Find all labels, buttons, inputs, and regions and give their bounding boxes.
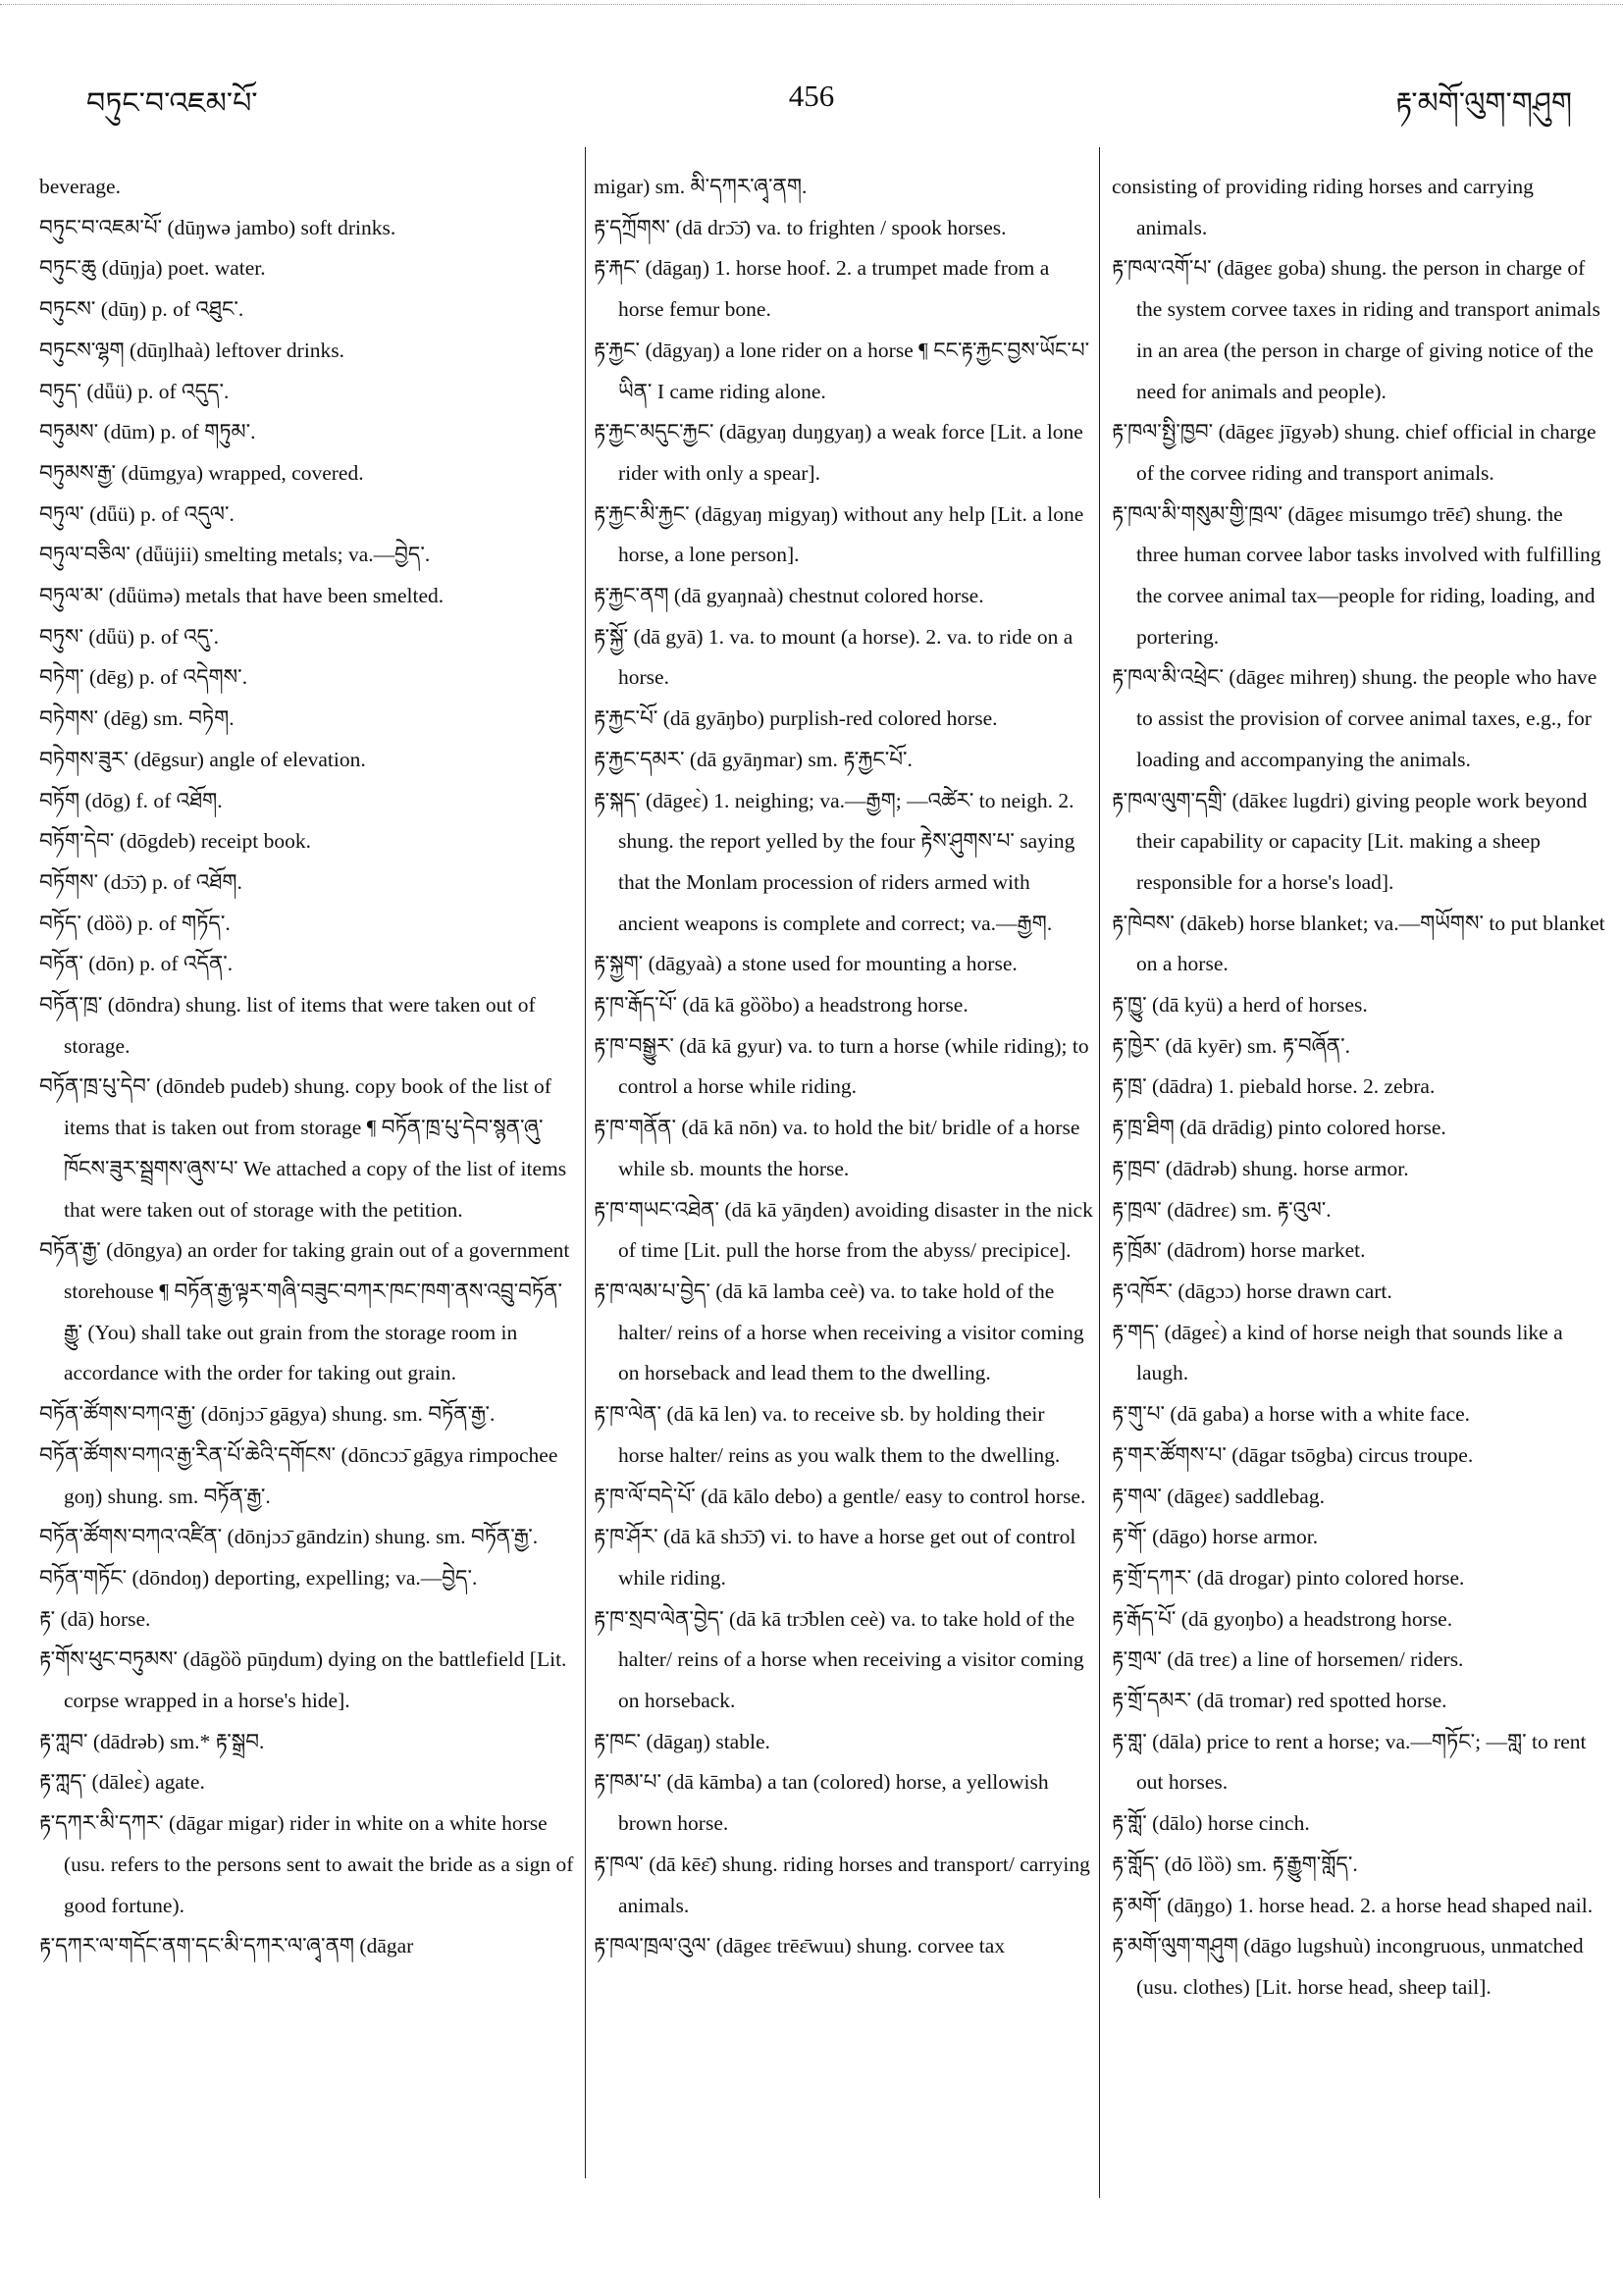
- dictionary-entry: རྟ་ (dā) horse.: [39, 1606, 151, 1631]
- dictionary-entry: རྟ་ཁྱེར་ (dā kyēr) sm. རྟ་བཞོན་.: [1112, 1033, 1350, 1058]
- dictionary-entry: བཏུང་བ་འཇམ་པོ་ (dūŋwə jambo) soft drinks.: [39, 215, 396, 239]
- dictionary-entry: consisting of providing riding horses and carrying animals.: [1112, 175, 1534, 239]
- dictionary-entry: བཏོན་ཁྲ་པུ་དེབ་ (dōndeb pudeb) shung. copy book of the list of items that is taken out from storage ¶ བཏོན་ཁྲ་པུ་དེབ་སྙན་ཞུ་ཁོངས་ཟུར་སྦྲགས་ཞུས་པ་ We attached a copy of the list of items that were taken out of storage with the petition.: [39, 1074, 567, 1222]
- dictionary-entry: རྟ་གློད་ (dō lȍȍ) sm. རྟ་རྒྱུག་གློད་.: [1112, 1852, 1358, 1876]
- dictionary-entry: migar) sm. མི་དཀར་ཞྭ་ནག.: [594, 175, 808, 198]
- dictionary-entry: བཏེགས་ (dēg) sm. བཏེག.: [39, 706, 235, 731]
- dictionary-entry: རྟ་ཁ་ཤོར་ (dā kā shɔ̄ɔ̄) vi. to have a horse get out of control while riding.: [594, 1525, 1076, 1590]
- dictionary-entry: རྟ་གལ་ (dāgeɛ) saddlebag.: [1112, 1484, 1325, 1508]
- dictionary-entry: རྟ་རྒོད་པོ་ (dā gyoŋbo) a headstrong horse.: [1112, 1606, 1453, 1631]
- dictionary-entry: རྟ་ཁ་ལོ་བདེ་པོ་ (dā kālo debo) a gentle/ easy to control horse.: [594, 1484, 1086, 1508]
- dictionary-entry: རྟ་ཁེབས་ (dākeb) horse blanket; va.—གཡོགས་ to put blanket on a horse.: [1112, 911, 1605, 976]
- dictionary-entry: རྟ་ཀླབ་ (dādrəb) sm.* རྟ་སྒྲབ.: [39, 1729, 265, 1753]
- dictionary-entry: རྟ་ཁྲོམ་ (dādrom) horse market.: [1112, 1238, 1366, 1263]
- dictionary-entry: བཏེག་ (dēg) p. of འདེགས་.: [39, 665, 248, 690]
- dictionary-entry: བཏོད་ (dȍȍ) p. of གཏོད་.: [39, 911, 231, 935]
- dictionary-entry: བཏོག་དེབ་ (dōgdeb) receipt book.: [39, 829, 311, 854]
- dictionary-entry: རྟ་སྐད་ (dāgeɛ̀) 1. neighing; va.—རྒྱག; —འཚེར་ to neigh. 2. shung. the report yelled by the four རྟེས་ཤུགས་པ་ saying that the Monlam procession of riders armed with ancient weapons is complete and correct; va.—རྒྱག.: [594, 788, 1075, 935]
- dictionary-entry: བཏོན་རྒྱ་ (dōngya) an order for taking grain out of a government storehouse ¶ བཏོན་རྒྱ་ལྟར་གཞི་བཟུང་བཀར་ཁང་ཁག་ནས་འབྲུ་བཏོན་རྒྱུ་ (You) shall take out grain from the storage room in accordance with the order for taking out grain.: [39, 1238, 570, 1385]
- dictionary-entry: རྟ་དཀར་མི་དཀར་ (dāgar migar) rider in white on a white horse (usu. refers to the persons sent to await the bride as a sign of good fortune).: [39, 1811, 574, 1917]
- dictionary-entry: རྟ་ཁ་སྲབ་ལེན་བྱེད་ (dā kā trɔ̄blen ceè) va. to take hold of the halter/ reins of a horse when receiving a visitor coming on horseback.: [594, 1606, 1084, 1713]
- dictionary-entry: རྟ་རྐྱང་པོ་ (dā gyāŋbo) purplish-red colored horse.: [594, 706, 998, 731]
- dictionary-entry: རྟ་གློ་ (dālo) horse cinch.: [1112, 1811, 1310, 1836]
- dictionary-entry: རྟ་ཁལ་ལུག་དགྲི་ (dākeɛ lugdri) giving people work beyond their capability or capacity [Lit. making a sheep responsible for a horse's load].: [1112, 788, 1588, 894]
- dictionary-entry: རྟ་ཀླད་ (dāleɛ̀) agate.: [39, 1770, 205, 1795]
- dictionary-entry: བཏོག (dōg) f. of འཐོག.: [39, 788, 223, 812]
- dictionary-entry: རྟ་རྐྱང་ (dāgyaŋ) a lone rider on a horse ¶ ངང་རྟ་རྐྱང་བྱས་ཡོང་པ་ཡིན་ I came riding alone.: [594, 338, 1090, 403]
- dictionary-entry: རྟ་གྲལ་ (dā treɛ) a line of horsemen/ riders.: [1112, 1647, 1464, 1672]
- dictionary-entry: རྟ་ཁམ་པ་ (dā kāmba) a tan (colored) horse, a yellowish brown horse.: [594, 1770, 1049, 1836]
- dictionary-entry: རྟ་ཁྲབ་ (dādrəb) shung. horse armor.: [1112, 1156, 1409, 1180]
- dictionary-entry: beverage.: [39, 175, 121, 198]
- dictionary-entry: རྟ་གོས་ཕུང་བཏུམས་ (dāgȍȍ pūŋdum) dying on the battlefield [Lit. corpse wrapped in a horse's hide].: [39, 1647, 567, 1713]
- dictionary-entry: བཏུལ་བཅིལ་ (dǖüjii) smelting metals; va.—བྱེད་.: [39, 543, 431, 567]
- dictionary-entry: རྟ་རྐྱང་དམར་ (dā gyāŋmar) sm. རྟ་རྐྱང་པོ་.: [594, 747, 913, 771]
- dictionary-entry: བཏོན་ (dōn) p. of འདོན་.: [39, 952, 234, 976]
- entry-column-2: [594, 167, 1094, 1967]
- dictionary-entry: རྟ་རྐྱང་མི་རྐྱང་ (dāgyaŋ migyaŋ) without any help [Lit. a lone horse, a lone person].: [594, 501, 1084, 567]
- dictionary-entry: རྟ་གླ་ (dāla) price to rent a horse; va.—གཏོང་; —གླ་ to rent out horses.: [1112, 1729, 1587, 1795]
- dictionary-entry: རྟ་ཁ་ལམ་པ་བྱེད་ (dā kā lamba ceè) va. to take hold of the halter/ reins of a horse when receiving a visitor coming on horseback and lead them to the dwelling.: [594, 1278, 1084, 1385]
- dictionary-entry: རྟ་རྐྱང་ནག (dā gyaŋnaà) chestnut colored horse.: [594, 584, 984, 608]
- dictionary-entry: རྟ་ཁ་གཡང་འཐེན་ (dā kā yāŋden) avoiding disaster in the nick of time [Lit. pull the horse from the abyss/ precipice].: [594, 1197, 1093, 1263]
- dictionary-entry: རྟ་གར་ཚོགས་པ་ (dāgar tsōgba) circus troupe.: [1112, 1442, 1474, 1467]
- dictionary-entry: རྟ་ཁ་ལེན་ (dā kā len) va. to receive sb. by holding their horse halter/ reins as you walk them to the dwelling.: [594, 1402, 1061, 1467]
- running-head-right: རྟ་མགོ་ལུག་གཤུག: [1395, 87, 1572, 120]
- dictionary-entry: རྟ་ཁ་རྒོད་པོ་ (dā kā gȍȍbo) a headstrong horse.: [594, 993, 969, 1018]
- dictionary-entry: རྟ་སྐྱག་ (dāgyaà) a stone used for mounting a horse.: [594, 952, 1018, 976]
- dictionary-entry: རྟ་མགོ་ལུག་གཤུག (dāgo lugshuù) incongruous, unmatched (usu. clothes) [Lit. horse head, sheep tail].: [1112, 1934, 1584, 1999]
- dictionary-entry: རྟ་ཁལ་སྤྱི་ཁྱབ་ (dāgeɛ jīgyəb) shung. chief official in charge of the corvee riding and transport animals.: [1112, 420, 1597, 485]
- dictionary-entry: རྟ་ཁྲ་ (dādra) 1. piebald horse. 2. zebra.: [1112, 1074, 1436, 1099]
- dictionary-entry: རྟ་གྲོ་དམར་ (dā tromar) red spotted horse.: [1112, 1689, 1447, 1713]
- dictionary-entry: རྟ་འཁོར་ (dāgɔɔ) horse drawn cart.: [1112, 1278, 1392, 1303]
- dictionary-entry: རྟ་ཁལ་ཁྲལ་འུལ་ (dāgeɛ trēɛ̄wuu) shung. corvee tax: [594, 1934, 1006, 1958]
- column-divider: [1099, 147, 1100, 2198]
- dictionary-entry: བཏེགས་ཟུར་ (dēgsur) angle of elevation.: [39, 747, 366, 771]
- dictionary-entry: བཏུལ་ (dǖü) p. of འདུལ་.: [39, 501, 235, 526]
- dictionary-entry: རྟ་ཁ་བསྒྱུར་ (dā kā gyur) va. to turn a horse (while riding); to control a horse while riding.: [594, 1033, 1089, 1099]
- dictionary-entry: བཏུད་ (dǖü) p. of འདུད་.: [39, 379, 230, 403]
- scan-edge-line: [0, 4, 1623, 6]
- entry-column-3: [1112, 167, 1607, 2009]
- dictionary-entry: བཏུང་ཆུ (dūŋja) poet. water.: [39, 256, 266, 281]
- dictionary-entry: བཏུངས་ལྷག (dūŋlhaà) leftover drinks.: [39, 338, 345, 362]
- page-number: 456: [788, 78, 835, 113]
- dictionary-entry: རྟ་ཁལ་མི་འཕྲེང་ (dāgeɛ mihreŋ) shung. the people who have to assist the provision of corvee animal taxes, e.g., for loading and accompanying the animals.: [1112, 665, 1597, 771]
- dictionary-entry: རྟ་སྐྱོ་ (dā gyā) 1. va. to mount (a horse). 2. va. to ride on a horse.: [594, 624, 1073, 690]
- column-divider: [585, 147, 586, 2178]
- dictionary-entry: བཏོགས་ (dɔ̄ɔ̄) p. of འཐོག.: [39, 869, 242, 894]
- dictionary-entry: རྟ་གད་ (dāgeɛ̀) a kind of horse neigh that sounds like a laugh.: [1112, 1320, 1563, 1385]
- dictionary-entry: བཏོན་ཚོགས་བཀའ་རྒྱ་རིན་པོ་ཆེའི་དགོངས་ (dōncɔɔ̄ gāgya rimpochee goŋ) shung. sm. བཏོན་རྒྱ་.: [39, 1442, 558, 1508]
- dictionary-entry: རྟ་གྲོ་དཀར་ (dā drogar) pinto colored horse.: [1112, 1565, 1465, 1590]
- dictionary-entry: རྟ་ཁལ་མི་གསུམ་གྱི་ཁྲལ་ (dāgeɛ misumgo trēɛ̄) shung. the three human corvee labor tasks involved with fulfilling the corvee animal tax—people for riding, loading, and portering.: [1112, 501, 1601, 649]
- entry-column-1: [39, 167, 574, 1967]
- dictionary-entry: རྟ་དཀར་ལ་གདོང་ནག་དང་མི་དཀར་ལ་ཞྭ་ནག (dāgar: [39, 1934, 414, 1958]
- dictionary-entry: རྟ་ཁྱུ་ (dā kyü) a herd of horses.: [1112, 993, 1368, 1018]
- dictionary-entry: རྟ་ཁལ་འགོ་པ་ (dāgeɛ goba) shung. the person in charge of the system corvee taxes in riding and transport animals in an area (the person in charge of giving notice of the need for animals and people).: [1112, 256, 1600, 403]
- dictionary-entry: བཏུམས་ (dūm) p. of གཏུམ་.: [39, 420, 256, 444]
- dictionary-entry: རྟ་ཁལ་ (dā kēɛ̄) shung. riding horses and transport/ carrying animals.: [594, 1852, 1090, 1917]
- dictionary-entry: བཏོན་ཚོགས་བཀའ་རྒྱ་ (dōnjɔɔ̄ gāgya) shung. sm. བཏོན་རྒྱ་.: [39, 1402, 496, 1427]
- dictionary-entry: རྟ་རྐྱང་མདུང་རྐྱང་ (dāgyaŋ duŋgyaŋ) a weak force [Lit. a lone rider with only a spear].: [594, 420, 1083, 485]
- dictionary-entry: རྟ་ཁང་ (dāgaŋ) stable.: [594, 1729, 770, 1753]
- dictionary-entry: རྟ་མགོ་ (dāŋgo) 1. horse head. 2. a horse head shaped nail.: [1112, 1893, 1594, 1917]
- dictionary-entry: བཏོན་གཏོང་ (dōndoŋ) deporting, expelling; va.—བྱེད་.: [39, 1565, 478, 1590]
- dictionary-entry: རྟ་ཁྲལ་ (dādreɛ) sm. རྟ་འུལ་.: [1112, 1197, 1332, 1222]
- dictionary-entry: བཏུངས་ (dūŋ) p. of འཐུང་.: [39, 297, 244, 322]
- running-head-left: བཏུང་བ་འཇམ་པོ་: [86, 87, 258, 120]
- dictionary-entry: རྟ་རྐང་ (dāgaŋ) 1. horse hoof. 2. a trumpet made from a horse femur bone.: [594, 256, 1050, 322]
- dictionary-entry: རྟ་གུ་པ་ (dā gaba) a horse with a white face.: [1112, 1402, 1471, 1427]
- dictionary-entry: བཏོན་ཁྲ་ (dōndra) shung. list of items that were taken out of storage.: [39, 993, 536, 1058]
- dictionary-entry: བཏུལ་མ་ (dǖümə) metals that have been smelted.: [39, 584, 445, 608]
- dictionary-entry: བཏུས་ (dǖü) p. of འདུ་.: [39, 624, 220, 649]
- dictionary-entry: རྟ་གོ་ (dāgo) horse armor.: [1112, 1525, 1319, 1549]
- dictionary-entry: རྟ་ཁ་གནོན་ (dā kā nōn) va. to hold the bit/ bridle of a horse while sb. mounts the horse.: [594, 1116, 1080, 1180]
- dictionary-entry: རྟ་དཀྲོགས་ (dā drɔ̄ɔ̄) va. to frighten / spook horses.: [594, 215, 1007, 239]
- dictionary-entry: བཏུམས་རྒྱ་ (dūmgya) wrapped, covered.: [39, 460, 364, 485]
- dictionary-entry: རྟ་ཁྲ་ཐིག (dā drādig) pinto colored horse.: [1112, 1116, 1446, 1140]
- dictionary-entry: བཏོན་ཚོགས་བཀའ་འཛིན་ (dōnjɔɔ̄ gāndzin) shung. sm. བཏོན་རྒྱ་.: [39, 1525, 539, 1549]
